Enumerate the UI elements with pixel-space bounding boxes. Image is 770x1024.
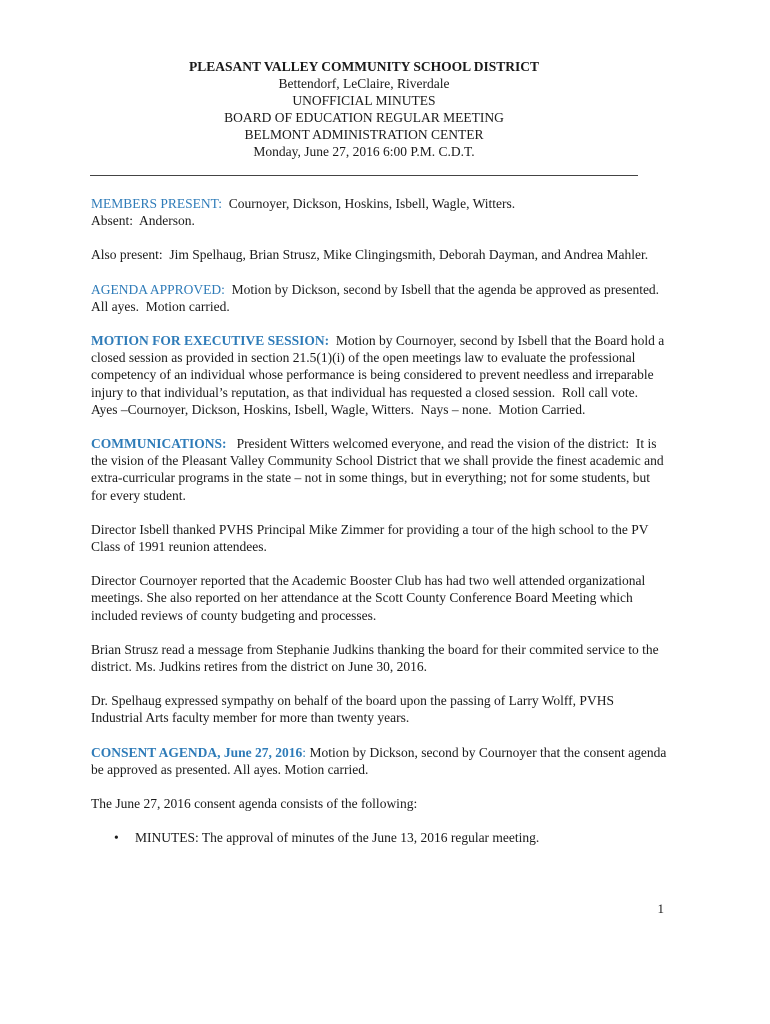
minutes-status: UNOFFICIAL MINUTES (292, 93, 436, 108)
consent-agenda-intro: The June 27, 2016 consent agenda consists of the following: (91, 796, 418, 812)
list-item (91, 829, 669, 846)
meeting-datetime: Monday, June 27, 2016 6:00 P.M. C.D.T. (253, 144, 475, 159)
district-name: PLEASANT VALLEY COMMUNITY SCHOOL DISTRICT (188, 59, 540, 74)
strusz-report-paragraph: Brian Strusz read a message from Stephanie Judkins thanking the board for their commited service to the district. Ms. Judkins retires from the district on June 30, 2016. (91, 641, 659, 675)
consent-agenda-heading-colon: : (302, 744, 307, 760)
cournoyer-report-paragraph: Director Cournoyer reported that the Academic Booster Club has had two well attended organizational meetings. She also reported on her attendance at the Scott County Conference Board Meeting which included reviews of county budgeting and processes. (91, 573, 646, 623)
agenda-approved-heading: AGENDA APPROVED (91, 281, 222, 297)
district-towns: Bettendorf, LeClaire, Riverdale (278, 76, 450, 91)
members-present-heading-colon: : (218, 196, 222, 211)
document-header (90, 58, 638, 160)
meeting-location: BELMONT ADMINISTRATION CENTER (244, 127, 484, 142)
consent-agenda-heading: CONSENT AGENDA, June 27, 2016 (91, 744, 303, 760)
members-present-heading: MEMBERS PRESENT (91, 196, 219, 211)
members-present-list: Cournoyer, Dickson, Hoskins, Isbell, Wagle, Witters. (222, 196, 516, 211)
communications-paragraph (91, 435, 669, 504)
minutes-body (91, 195, 669, 846)
members-absent: Absent: Anderson. (91, 213, 195, 229)
agenda-approved-heading-colon: : (221, 281, 225, 297)
communications-text: President Witters welcomed everyone, and read the vision of the district: It is the vision of the Pleasant Valley Community School District that we shall provide the finest academic and extra-curricular programs in the state – not in some things, but in everything; not for some students, but for every student. (91, 436, 668, 503)
bullet-icon: • (114, 830, 119, 846)
executive-session-paragraph (91, 332, 669, 418)
spelhaug-report-paragraph: Dr. Spelhaug expressed sympathy on behalf of the board upon the passing of Larry Wolff, PVHS Industrial Arts faculty member for more than twenty years. (91, 693, 614, 726)
isbell-report-paragraph: Director Isbell thanked PVHS Principal Mike Zimmer for providing a tour of the high school to the PV Class of 1991 reunion attendees. (91, 521, 649, 555)
consent-agenda-text: Motion by Dickson, second by Cournoyer that the consent agenda be approved as presented. All ayes. Motion carried. (91, 744, 670, 777)
executive-session-text: Motion by Cournoyer, second by Isbell that the Board hold a closed session as provided in section 21.5(1)(i) of the open meetings law to evaluate the professional competency of an individual whose performance is being considered to prevent needless and irreparable injury to that individual’s reputation, as that individual has requested a closed session. Roll call vote. Ayes –Cournoyer, Dickson, Hoskins, Isbell, Wagle, Witters. Nays – none. Motion Carried. (91, 333, 668, 417)
agenda-approved-paragraph (91, 281, 669, 315)
communications-heading: COMMUNICATIONS: (91, 436, 227, 452)
members-present-paragraph (91, 195, 669, 229)
also-present-paragraph: Also present: Jim Spelhaug, Brian Strusz, Mike Clingingsmith, Deborah Dayman, and Andrea Mahler. (91, 247, 649, 263)
header-divider (90, 175, 638, 176)
agenda-approved-text: Motion by Dickson, second by Isbell that the agenda be approved as presented. All ayes. Motion carried. (91, 281, 666, 314)
page-number: 1 (657, 901, 664, 916)
consent-item-minutes: MINUTES: The approval of minutes of the June 13, 2016 regular meeting. (135, 830, 540, 846)
consent-agenda-paragraph (91, 744, 669, 778)
executive-session-heading: MOTION FOR EXECUTIVE SESSION: (91, 333, 330, 349)
meeting-title: BOARD OF EDUCATION REGULAR MEETING (224, 110, 504, 125)
consent-items-list (91, 829, 669, 846)
